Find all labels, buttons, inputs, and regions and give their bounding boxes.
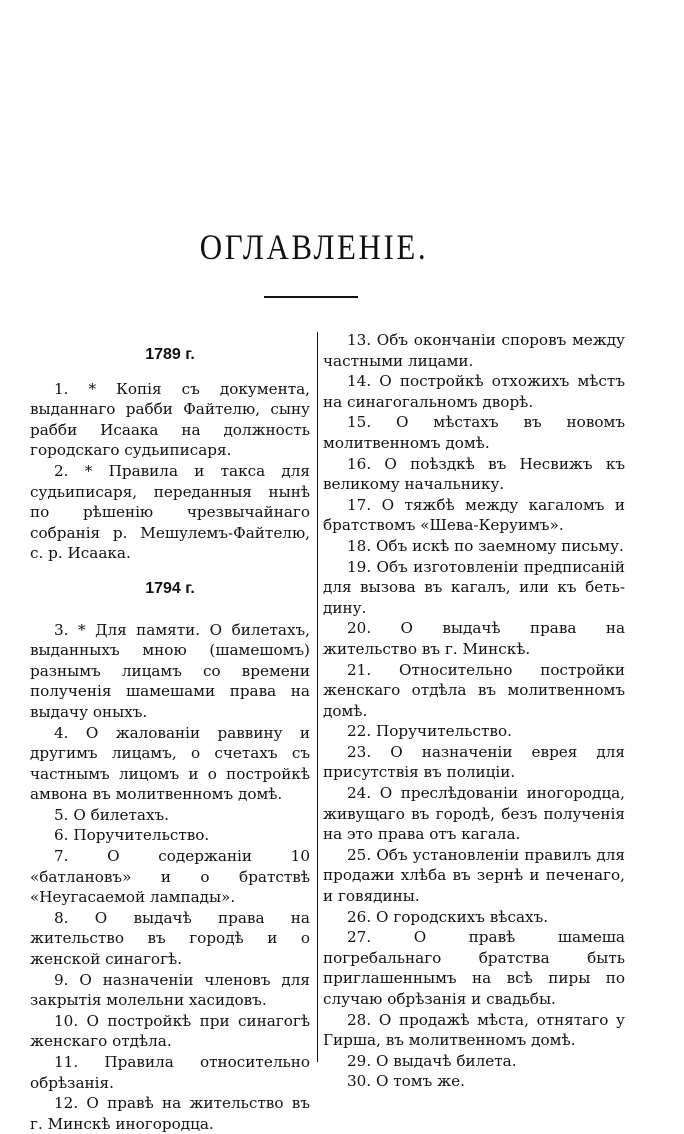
toc-entry-17: 17. О тяжбѣ между кагаломъ и братствомъ «Шева-Керуимъ».: [323, 495, 625, 535]
toc-entry-13: 13. Объ окончаніи споровъ между частными лицами.: [323, 331, 625, 370]
page-title: ОГЛАВЛЕНIЕ.: [199, 227, 429, 267]
toc-entry-18: 18. Объ искѣ по заемному письму.: [347, 536, 624, 555]
toc-entry-6: 6. Поручительство.: [54, 826, 210, 845]
toc-entry-26: 26. О городскихъ вѣсахъ.: [347, 907, 549, 926]
toc-entry-1: 1. * Копія съ документа, выданнаго рабби Файтелю, сыну рабби Исаака на должность городскаго судьиписаря.: [30, 379, 310, 460]
toc-entry-4: 4. О жалованіи раввину и другимъ лицамъ, о счетахъ съ частнымъ лицомъ и о постройкѣ амвона въ молитвенномъ домѣ.: [30, 723, 310, 804]
toc-entry-2: 2. * Правила и такса для судьиписаря, переданныя нынѣ по рѣшенію чрезвычайнаго собранія р. Мешулемъ-Файтелю, с. р. Исаака.: [30, 461, 310, 563]
toc-entry-19: 19. Объ изготовленіи предписаній для вызова въ кагалъ, или къ беть-дину.: [323, 557, 625, 617]
toc-entry-7: 7. О содержаніи 10 «батлановъ» и о братствѣ «Неугасаемой лампады».: [30, 847, 310, 907]
toc-entry-23: 23. О назначеніи еврея для присутствія въ полиціи.: [323, 742, 625, 782]
left-column: [30, 345, 310, 1134]
toc-entry-24: 24. О преслѣдованіи иногородца, живущаго въ городѣ, безъ полученія на это права отъ кагала.: [323, 784, 625, 844]
toc-entry-22: 22. Поручительство.: [347, 722, 512, 741]
toc-entry-9: 9. О назначеніи членовъ для закрытія молельни хасидовъ.: [30, 970, 310, 1010]
toc-entry-3: 3. * Для памяти. О билетахъ, выданныхъ мною (шамешомъ) разнымъ лицамъ со времени полученія шамешами права на выдачу оныхъ.: [30, 620, 310, 721]
toc-entry-21: 21. Относительно постройки женскаго отдѣла въ молитвенномъ домѣ.: [323, 660, 625, 720]
toc-entry-5: 5. О билетахъ.: [54, 805, 170, 824]
year-1789: 1789 г.: [145, 346, 195, 363]
toc-entry-14: 14. О постройкѣ отхожихъ мѣстъ на синагогальномъ дворѣ.: [323, 372, 625, 411]
toc-entry-16: 16. О поѣздкѣ въ Несвижъ къ великому начальнику.: [323, 454, 625, 494]
toc-entry-29: 29. О выдачѣ билета.: [347, 1051, 517, 1070]
toc-entry-8: 8. О выдачѣ права на жительство въ городѣ и о женской синагогѣ.: [30, 908, 310, 969]
toc-entry-11: 11. Правила относительно обрѣзанія.: [30, 1053, 310, 1092]
toc-entry-30: 30. О томъ же.: [347, 1072, 465, 1091]
toc-entry-12: 12. О правѣ на жительство въ г. Минскѣ иногородца.: [30, 1094, 310, 1133]
toc-entry-28: 28. О продажѣ мѣста, отнятаго у Гирша, въ молитвенномъ домѣ.: [323, 1010, 625, 1050]
toc-entry-25: 25. Объ установленіи правилъ для продажи хлѣба въ зернѣ и печенаго, и говядины.: [323, 845, 625, 906]
title-underline: [264, 296, 358, 298]
toc-entry-27: 27. О правѣ шамеша погребальнаго братства быть приглашеннымъ на всѣ пиры по случаю обрѣзанія и свадьбы.: [323, 928, 625, 1008]
year-1794: 1794 г.: [145, 579, 195, 597]
toc-entry-10: 10. О постройкѣ при синагогѣ женскаго отдѣла.: [30, 1011, 310, 1051]
right-column: [323, 330, 625, 1092]
column-divider: [317, 332, 318, 1062]
toc-entry-15: 15. О мѣстахъ въ новомъ молитвенномъ домѣ.: [323, 413, 625, 452]
toc-entry-20: 20. О выдачѣ права на жительство въ г. Минскѣ.: [323, 619, 625, 658]
